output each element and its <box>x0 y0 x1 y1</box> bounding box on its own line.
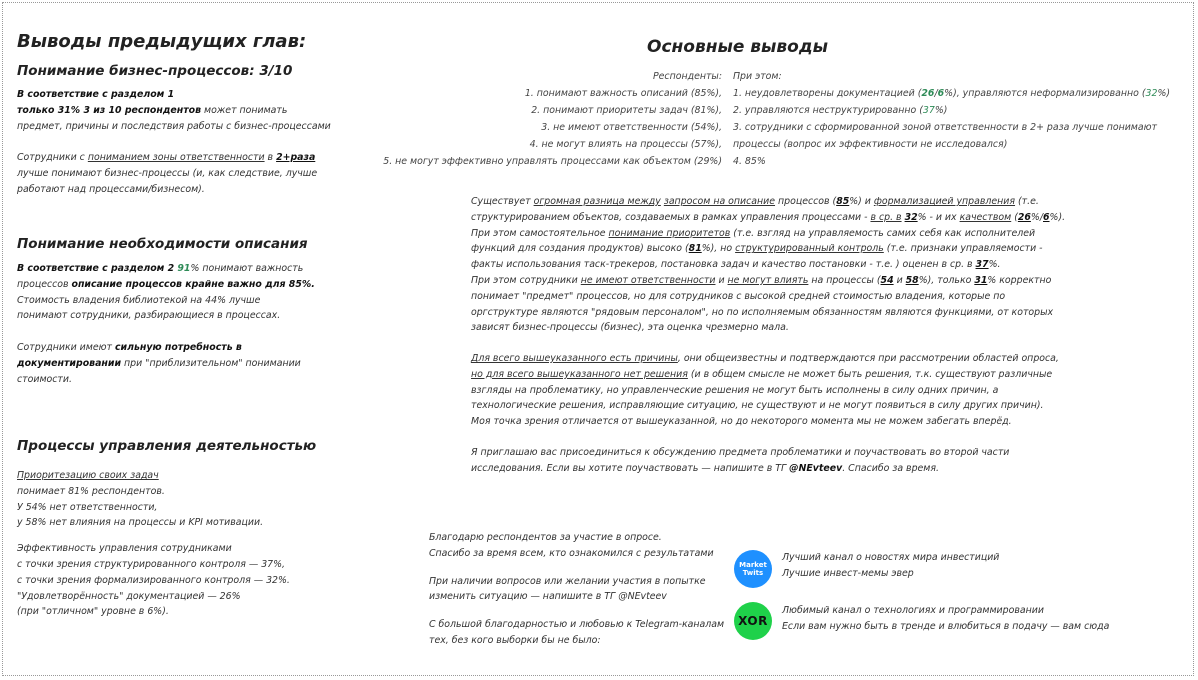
sec2-line1: В соответствие с разделом 2 91% понимают важность <box>17 263 304 274</box>
sec3-line7: с точки зрения формализированного контроля — 32%. <box>17 574 290 586</box>
sec2-text <box>17 261 315 388</box>
sec3-line9: (при "отличном" уровне в 6%). <box>17 606 169 618</box>
market-twits-logo-icon[interactable]: Market Twits <box>734 550 772 588</box>
sec3-line1: Приоритезацию своих задач <box>17 470 159 481</box>
main-paragraph-2: Для всего вышеуказанного есть причины, они общеизвестны и подтверждаются при рассмотрении областей опроса, но для всего вышеуказанного нет решения (и в общем смысле не может быть решения, т.к. существуют различные взгляды на проблематику, но управленческие решения не могут быть исполнены в силу одних причин, а технологические решения, исправляющие ситуацию, не существуют и не могут появиться в силу других причин). Моя точка зрения отличается от вышеуказанной, но до некоторого момента мы не можем забегать вперёд. <box>471 353 1059 428</box>
sec2-line3: Стоимость владения библиотекой на 44% лучше <box>17 294 261 306</box>
sec1-line2: только 31% 3 из 10 респондентов может понимать <box>17 104 288 116</box>
also-item: процессы (вопрос их эффективности не исследовался) <box>733 138 1008 150</box>
respondents-list <box>383 69 722 170</box>
respondent-item: 4. не могут влиять на процессы (57%), <box>529 138 722 150</box>
sec1-heading: Понимание бизнес-процессов: 3/10 <box>17 63 293 79</box>
sec1-line4: Сотрудники с пониманием зоны ответственности в 2+раза <box>17 152 316 164</box>
respondents-header: Респонденты: <box>653 71 722 82</box>
respondent-item: 5. не могут эффективно управлять процессами как объектом (29%) <box>383 155 722 167</box>
also-item: 3. сотрудники с сформированной зоной ответственности в 2+ раза лучше понимают <box>733 121 1157 133</box>
also-header: При этом: <box>733 71 782 82</box>
channel-1-text: Лучший канал о новостях мира инвестиций Лучшие инвест-мемы эвер <box>782 552 1000 579</box>
also-list <box>733 69 1170 170</box>
sec2-line6: документировании при "приблизительном" понимании <box>17 357 301 369</box>
sec3-line6: с точки зрения структурированного контроля — 37%, <box>17 558 286 570</box>
sec2-line2: процессов описание процессов крайне важно для 85%. <box>17 278 315 290</box>
sec1-line1: В соответствие с разделом 1 <box>17 89 175 100</box>
footer-thanks: Благодарю респондентов за участие в опросе. Спасибо за время всем, кто ознакомился с результатами При наличии вопросов или желании участия в попытке изменить ситуацию — напишите в ТГ @NEvteev С большой благодарностью и любовью к Telegram-каналам тех, без кого выборки бы не было: <box>429 532 725 646</box>
sec3-heading: Процессы управления деятельностью <box>17 438 317 454</box>
left-title: Выводы предыдущих глав: <box>17 31 307 52</box>
main-paragraph-3: Я приглашаю вас присоединиться к обсуждению предмета проблематики и поучаствовать во второй части исследования. Если вы хотите поучаствовать — напишите в ТГ @NEvteev. Спасибо за время. <box>471 447 1010 474</box>
sec3-line8: "Удовлетворённость" документацией — 26% <box>17 590 241 602</box>
main-title: Основные выводы <box>647 37 828 57</box>
sec1-line3: предмет, причины и последствия работы с бизнес-процессами <box>17 120 331 132</box>
sec2-line5: Сотрудники имеют сильную потребность в <box>17 342 242 354</box>
channel-2-text: Любимый канал о технологиях и программировании Если вам нужно быть в тренде и влюбиться в подачу — вам сюда <box>782 605 1110 632</box>
also-item: 4. 85% <box>733 155 766 167</box>
sec2-line4: понимают сотрудники, разбирающиеся в процессах. <box>17 310 281 322</box>
sec3-line3: У 54% нет ответственности, <box>17 501 158 513</box>
sec3-line4: у 58% нет влияния на процессы и KPI мотивации. <box>17 517 264 529</box>
sec2-heading: Понимание необходимости описания <box>17 236 308 252</box>
respondent-item: 1. понимают важность описаний (85%), <box>524 87 722 99</box>
respondent-item: 3. не имеют ответственности (54%), <box>541 121 722 133</box>
sec3-line5: Эффективность управления сотрудниками <box>17 543 232 555</box>
xor-logo-icon[interactable]: XOR <box>734 602 772 640</box>
respondent-item: 2. понимают приоритеты задач (81%), <box>531 104 722 116</box>
also-item: 2. управляются неструктурированно (37%) <box>733 104 948 116</box>
sec1-text <box>17 87 331 198</box>
sec3-text <box>17 468 290 620</box>
sec2-line7: стоимости. <box>17 373 72 385</box>
sec1-line5: лучше понимают бизнес-процессы (и, как следствие, лучше <box>17 168 318 180</box>
sec1-line6: работают над процессами/бизнесом). <box>17 183 205 195</box>
also-item: 1. неудовлетворены документацией (26/6%), управляются неформализированно (32%) <box>733 87 1171 99</box>
sec3-line2: понимает 81% респондентов. <box>17 485 165 497</box>
main-paragraph-1: Существует огромная разница между запросом на описание процессов (85%) и формализацией управления (т.е. структурированием объектов, создаваемых в рамках управления процессами - в ср. в 32% - и их качеством (26%/6%). При этом самостоятельное понимание приоритетов (т.е. взгляд на управляемость самих себя как исполнителей функций для создания продуктов) высоко (81%), но структурированный контроль (т.е. признаки управляемости - факты использования таск-трекеров, постановка задач и качество постановки - т.е. ) оценен в ср. в 37%. При этом сотрудники не имеют ответственности и не могут влиять на процессы (54 и 58%), только 31% корректно понимает "предмет" процессов, но для сотрудников с высокой средней стоимостью владения, которые по оргструктуре являются "рядовым персоналом", но по исполняемым обязанностям являются функциями, от которых зависят бизнес-процессы (бизнес), эта оценка чрезмерно мала. <box>471 196 1066 334</box>
